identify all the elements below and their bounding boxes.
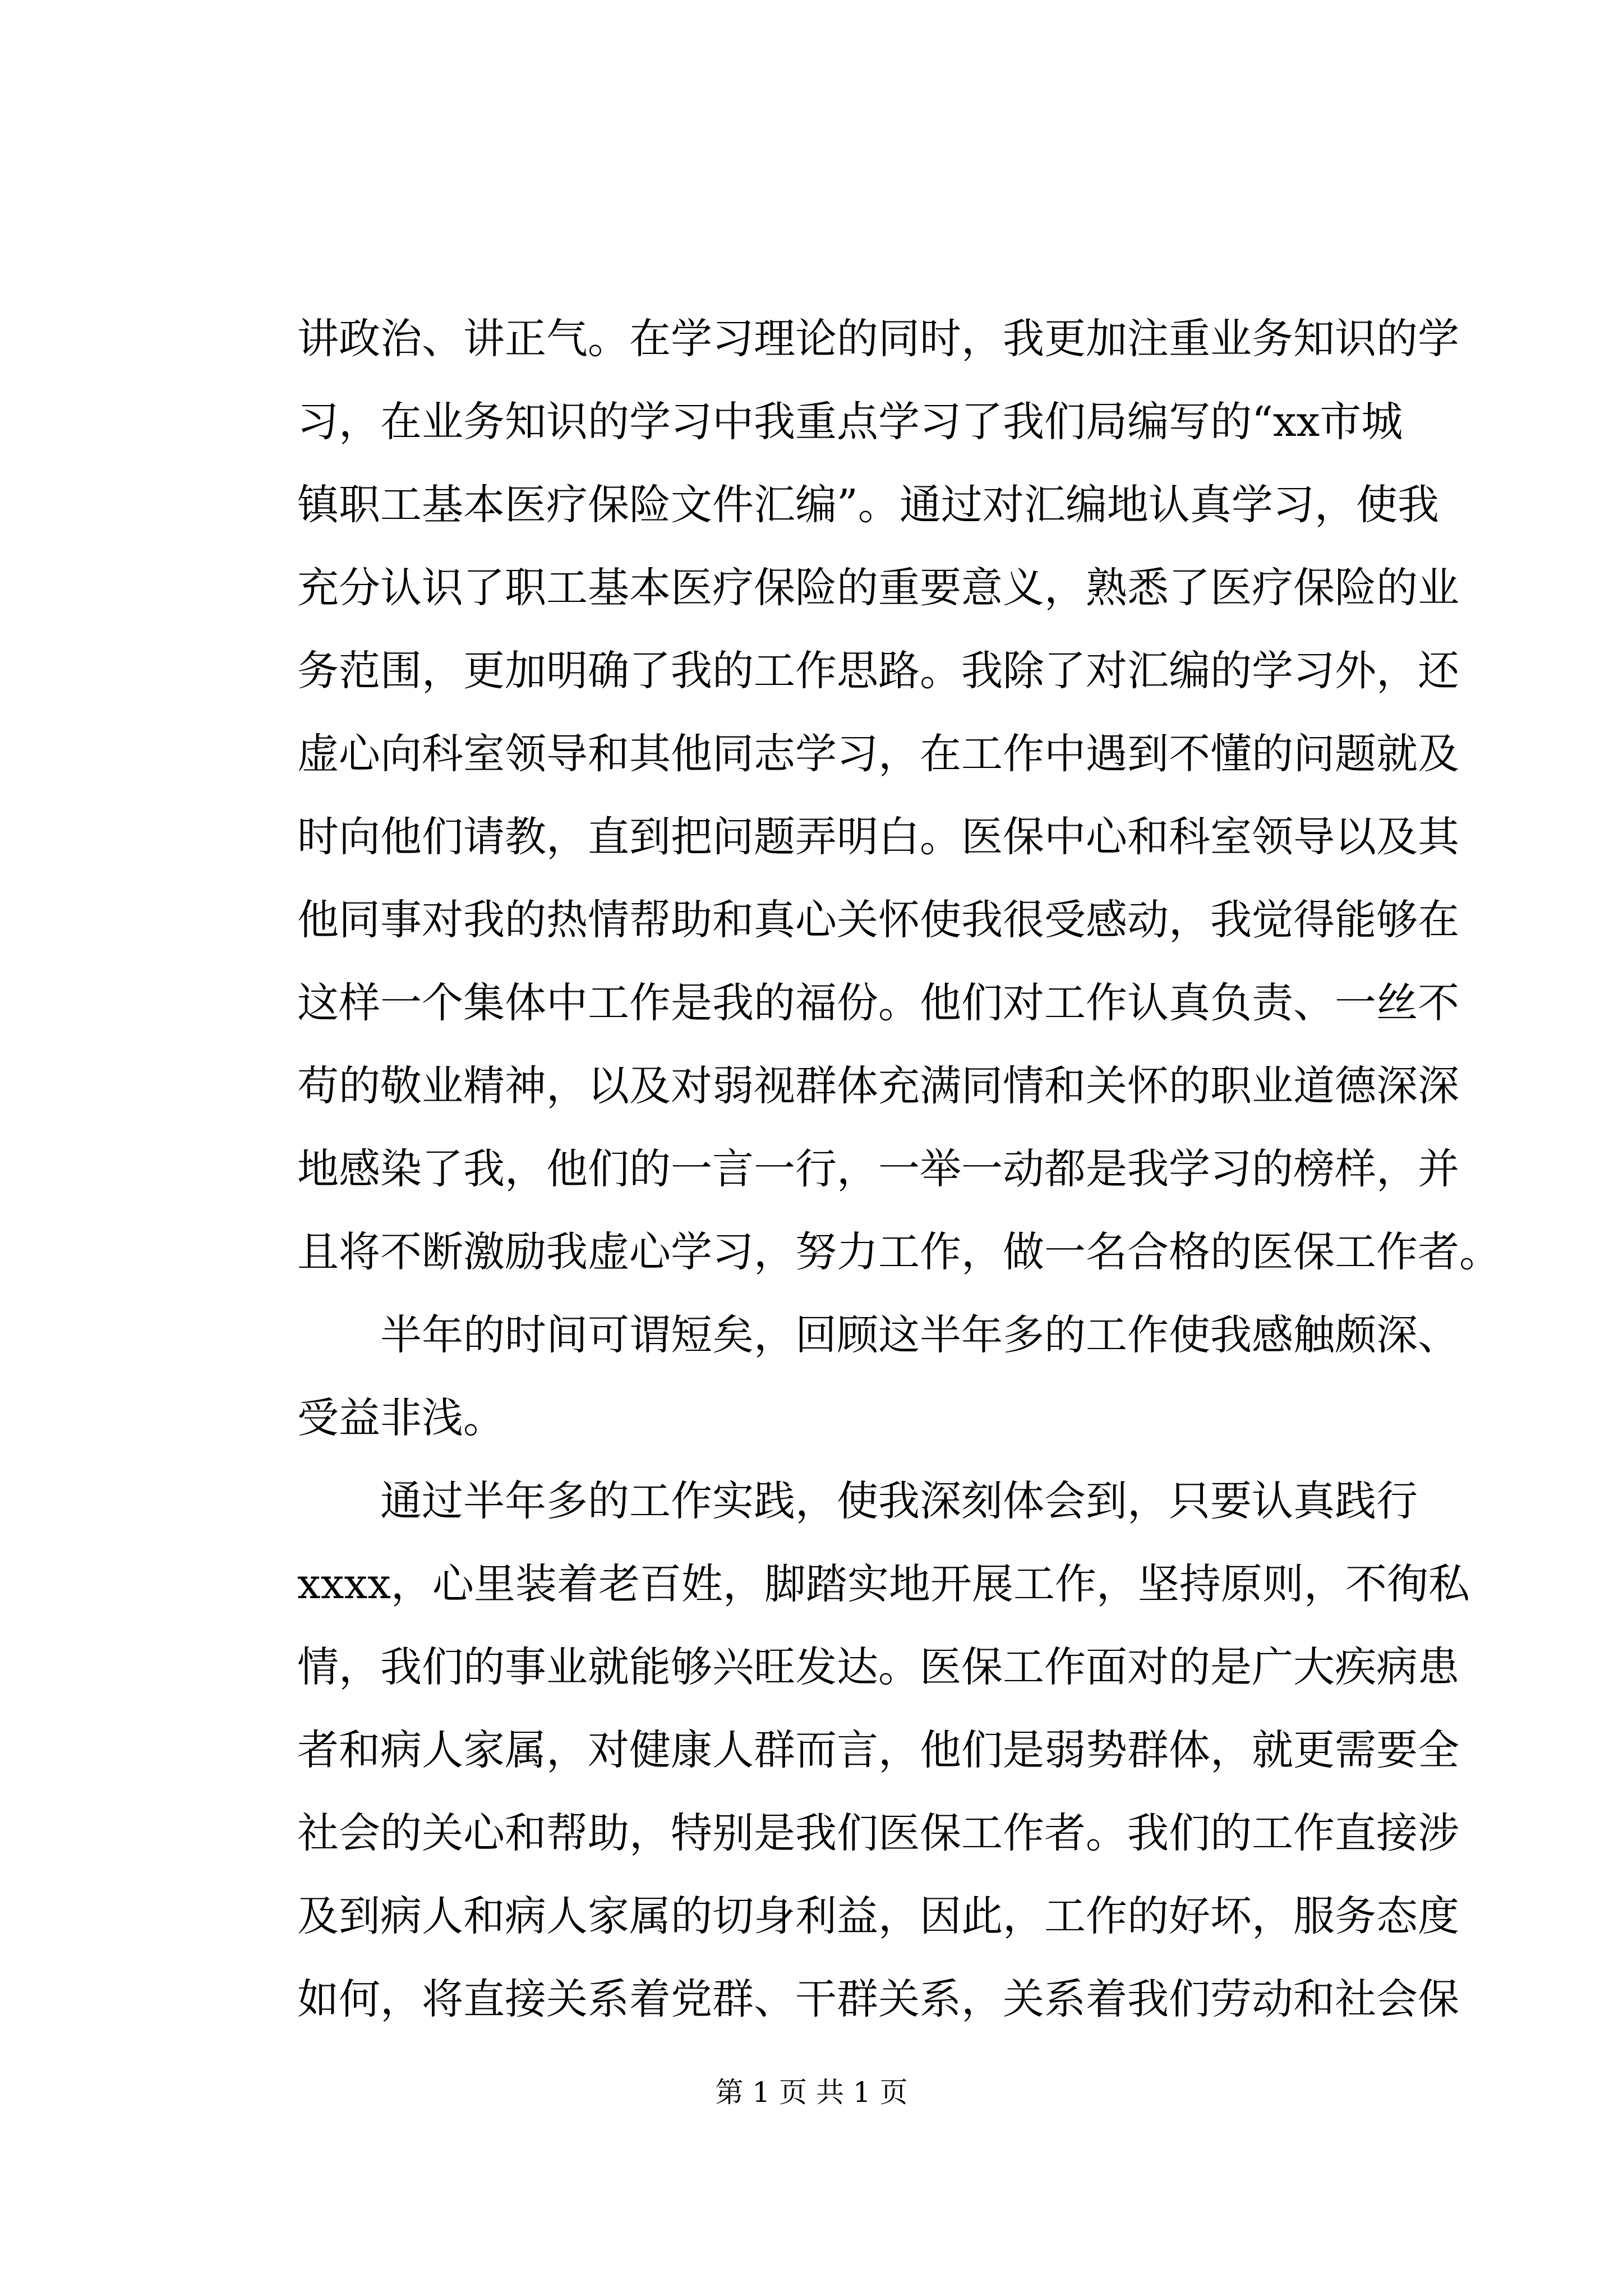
page-footer: 第 1 页 共 1 页 (715, 2076, 908, 2109)
text-line: 受益非浅。 (297, 1394, 505, 1442)
text-line: 习，在业务知识的学习中我重点学习了我们局编写的“xx市城 (297, 398, 1403, 446)
text-line: 社会的关心和帮助，特别是我们医保工作者。我们的工作直接涉 (297, 1809, 1459, 1857)
text-line: 讲政治、讲正气。在学习理论的同时，我更加注重业务知识的学 (297, 315, 1459, 363)
text-line: 苟的敬业精神，以及对弱视群体充满同情和关怀的职业道德深深 (297, 1062, 1459, 1110)
text-line: 通过半年多的工作实践，使我深刻体会到，只要认真践行 (297, 1477, 1418, 1525)
text-line: 者和病人家属，对健康人群而言，他们是弱势群体，就更需要全 (297, 1726, 1459, 1774)
text-line: 半年的时间可谓短矣，回顾这半年多的工作使我感触颇深、 (297, 1311, 1459, 1359)
document-body (297, 297, 1501, 2041)
text-line: 及到病人和病人家属的切身利益，因此，工作的好坏，服务态度 (297, 1892, 1459, 1940)
text-line: 情，我们的事业就能够兴旺发达。医保工作面对的是广大疾病患 (297, 1643, 1459, 1691)
text-line: 务范围，更加明确了我的工作思路。我除了对汇编的学习外，还 (297, 647, 1459, 695)
text-line: xxxx，心里装着老百姓，脚踏实地开展工作，坚持原则，不徇私 (297, 1560, 1470, 1608)
text-line: 如何，将直接关系着党群、干群关系，关系着我们劳动和社会保 (297, 1975, 1459, 2023)
text-line: 地感染了我，他们的一言一行，一举一动都是我学习的榜样，并 (297, 1145, 1459, 1193)
text-line: 时向他们请教，直到把问题弄明白。医保中心和科室领导以及其 (297, 813, 1459, 861)
text-line: 他同事对我的热情帮助和真心关怀使我很受感动，我觉得能够在 (297, 896, 1459, 944)
text-line: 充分认识了职工基本医疗保险的重要意义，熟悉了医疗保险的业 (297, 564, 1459, 612)
paragraph-1 (297, 297, 1501, 1294)
text-line: 这样一个集体中工作是我的福份。他们对工作认真负责、一丝不 (297, 979, 1459, 1027)
text-line: 且将不断激励我虚心学习，努力工作，做一名合格的医保工作者。 (297, 1228, 1501, 1276)
text-line: 镇职工基本医疗保险文件汇编”。通过对汇编地认真学习，使我 (297, 481, 1439, 529)
paragraph-2 (297, 1294, 1459, 1460)
paragraph-3 (297, 1460, 1470, 2041)
text-line: 虚心向科室领导和其他同志学习，在工作中遇到不懂的问题就及 (297, 730, 1459, 778)
